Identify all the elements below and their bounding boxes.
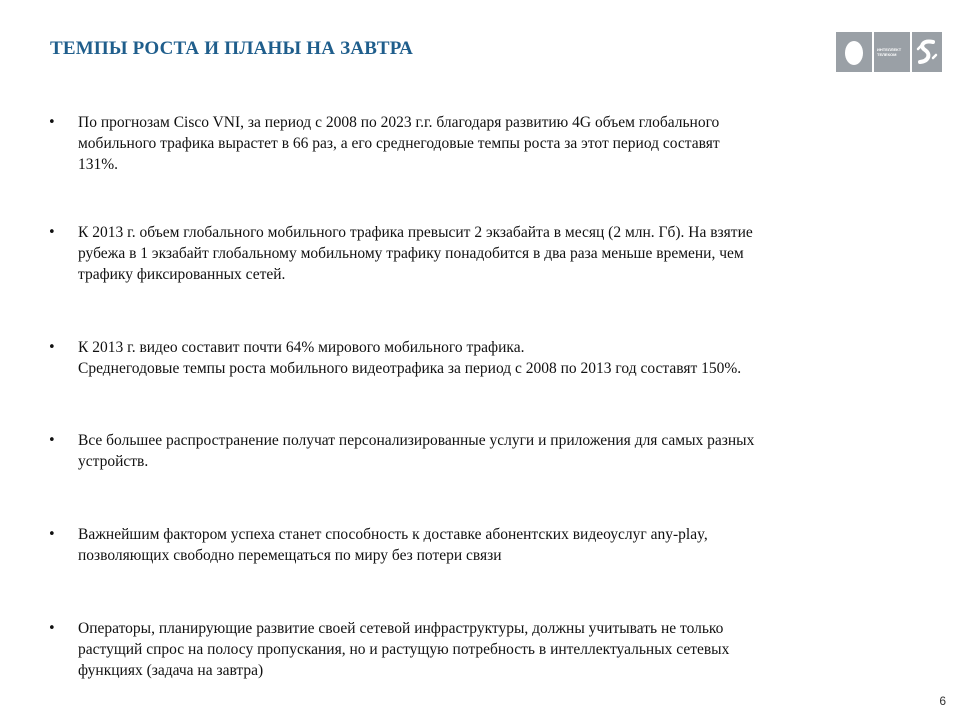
bullet-line: По прогнозам Cisco VNI, за период с 2008 по 2023 г.г. благодаря развитию 4G объем глобального xyxy=(78,114,720,131)
bullet-text xyxy=(78,524,908,566)
company-logo xyxy=(836,32,942,72)
bullet-text xyxy=(78,222,908,285)
egg-icon xyxy=(843,37,865,67)
logo-text-line-2: ТЕЛЕКОМ xyxy=(877,52,897,57)
bullet-line: растущий спрос на полосу пропускания, но и растущую потребность в интеллектуальных сетевых xyxy=(78,641,730,658)
bullet-item xyxy=(48,430,908,472)
bullet-text xyxy=(78,618,908,681)
logo-text-line-1: ИНТЕЛЛЕКТ xyxy=(877,47,902,52)
bullet-item xyxy=(48,112,908,175)
bullet-dot: • xyxy=(48,527,56,542)
s-swirl-icon xyxy=(915,37,939,67)
bullet-line: Важнейшим фактором успеха станет способность к доставке абонентских видеоуслуг any-play, xyxy=(78,526,708,543)
slide-title: ТЕМПЫ РОСТА И ПЛАНЫ НА ЗАВТРА xyxy=(50,38,414,59)
bullet-dot: • xyxy=(48,621,56,636)
bullet-line: Среднегодовые темпы роста мобильного видеотрафика за период с 2008 по 2013 год составят 150%. xyxy=(78,360,742,377)
logo-text-block xyxy=(874,32,910,72)
bullet-line: устройств. xyxy=(78,453,149,470)
bullet-dot: • xyxy=(48,433,56,448)
bullet-item xyxy=(48,618,908,681)
bullet-dot: • xyxy=(48,115,56,130)
bullet-dot: • xyxy=(48,340,56,355)
bullet-item xyxy=(48,524,908,566)
bullet-dot: • xyxy=(48,225,56,240)
logo-egg-block xyxy=(836,32,872,72)
bullet-line: позволяющих свободно перемещаться по миру без потери связи xyxy=(78,547,502,564)
bullet-line: К 2013 г. объем глобального мобильного трафика превысит 2 экзабайта в месяц (2 млн. Гб). На взятие xyxy=(78,224,753,241)
bullet-line: рубежа в 1 экзабайт глобальному мобильному трафику понадобится в два раза меньше времени, чем xyxy=(78,245,744,262)
bullet-line: 131%. xyxy=(78,156,119,173)
bullet-line: мобильного трафика вырастет в 66 раз, а его среднегодовые темпы роста за этот период составят xyxy=(78,135,720,152)
bullet-line: Операторы, планирующие развитие своей сетевой инфраструктуры, должны учитывать не только xyxy=(78,620,724,637)
bullet-text xyxy=(78,337,908,379)
logo-s-block xyxy=(912,32,942,72)
bullet-line: функциях (задача на завтра) xyxy=(78,662,264,679)
bullet-line: К 2013 г. видео составит почти 64% мирового мобильного трафика. xyxy=(78,339,525,356)
bullet-text xyxy=(78,112,908,175)
bullet-text xyxy=(78,430,908,472)
page-number: 6 xyxy=(939,694,946,708)
bullet-line: Все большее распространение получат персонализированные услуги и приложения для самых разных xyxy=(78,432,755,449)
bullet-item xyxy=(48,222,908,285)
bullet-line: трафику фиксированных сетей. xyxy=(78,266,286,283)
bullet-item xyxy=(48,337,908,379)
